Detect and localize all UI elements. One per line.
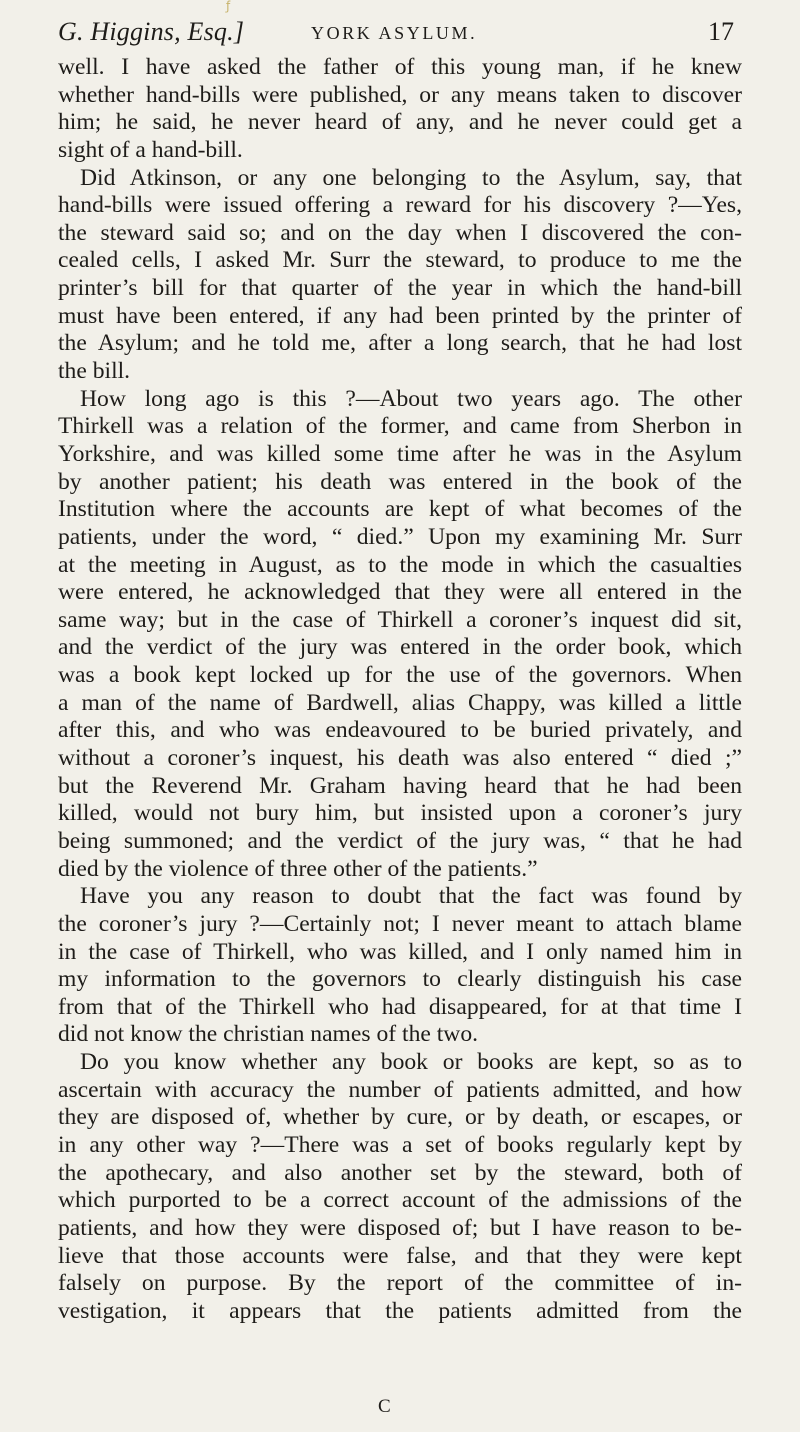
- text-line: died by the violence of three other of the patients.”: [58, 855, 538, 882]
- text-line: Institution where the accounts are kept of what becomes of the: [58, 496, 742, 523]
- text-line: Have you any reason to doubt that the fact was found by: [80, 883, 742, 910]
- text-line: the Asylum; and he told me, after a long search, that he had lost: [58, 330, 742, 357]
- text-line: whether hand-bills were published, or any means taken to discover: [58, 81, 742, 108]
- text-line: and the verdict of the jury was entered in the order book, which: [58, 634, 742, 661]
- text-line: How long ago is this ?—About two years ago. The other: [80, 385, 742, 412]
- running-head-author: G. Higgins, Esq.]: [58, 17, 245, 46]
- text-line: Yorkshire, and was killed some time after he was in the Asylum: [58, 440, 742, 467]
- text-line: being summoned; and the verdict of the jury was, “ that he had: [58, 827, 742, 854]
- text-line: was a book kept locked up for the use of the governors. When: [58, 662, 742, 689]
- text-line: the apothecary, and also another set by the steward, both of: [58, 1159, 742, 1186]
- running-head-title: YORK ASYLUM.: [311, 23, 478, 43]
- text-line: by another patient; his death was entered in the book of the: [58, 468, 742, 495]
- text-line: must have been entered, if any had been printed by the printer of: [58, 302, 742, 329]
- text-line: were entered, he acknowledged that they were all entered in the: [58, 579, 742, 606]
- text-line: at the meeting in August, as to the mode in which the casualties: [58, 551, 742, 578]
- text-line: my information to the governors to clearly distinguish his case: [58, 966, 742, 993]
- text-line: ascertain with accuracy the number of patients admitted, and how: [58, 1076, 742, 1103]
- text-line: but the Reverend Mr. Graham having heard that he had been: [58, 772, 742, 799]
- text-line: falsely on purpose. By the report of the committee of in-: [58, 1270, 742, 1297]
- body-text: [58, 54, 742, 1325]
- text-line: Did Atkinson, or any one belonging to the Asylum, say, that: [80, 164, 742, 191]
- text-line: a man of the name of Bardwell, alias Chappy, was killed a little: [58, 689, 742, 716]
- text-line: him; he said, he never heard of any, and he never could get a: [58, 109, 742, 136]
- text-line: cealed cells, I asked Mr. Surr the steward, to produce to me the: [58, 247, 742, 274]
- text-line: in any other way ?—There was a set of books regularly kept by: [58, 1131, 742, 1158]
- text-line: the bill.: [58, 358, 131, 385]
- text-line: patients, and how they were disposed of; but I have reason to be-: [58, 1214, 742, 1241]
- text-line: the steward said so; and on the day when I discovered the con-: [58, 219, 742, 246]
- text-line: did not know the christian names of the two.: [58, 1021, 479, 1048]
- text-line: well. I have asked the father of this young man, if he knew: [58, 54, 742, 80]
- ink-speck: ƒ: [226, 0, 231, 13]
- text-line: lieve that those accounts were false, and that they were kept: [58, 1242, 742, 1269]
- text-line: the coroner’s jury ?—Certainly not; I never meant to attach blame: [58, 910, 742, 937]
- text-line: without a coroner’s inquest, his death was also entered “ died ;”: [58, 745, 742, 772]
- text-line: Do you know whether any book or books are kept, so as to: [80, 1049, 742, 1076]
- text-line: same way; but in the case of Thirkell a coroner’s inquest did sit,: [58, 606, 742, 633]
- text-line: patients, under the word, “ died.” Upon my examining Mr. Surr: [58, 523, 742, 550]
- text-line: sight of a hand-bill.: [58, 136, 243, 163]
- page-number: 17: [708, 17, 734, 46]
- text-line: which purported to be a correct account of the admissions of the: [58, 1187, 742, 1214]
- text-line: killed, would not bury him, but insisted upon a coroner’s jury: [58, 800, 742, 827]
- text-line: vestigation, it appears that the patients admitted from the: [58, 1297, 742, 1324]
- text-line: printer’s bill for that quarter of the year in which the hand-bill: [58, 275, 742, 302]
- text-line: they are disposed of, whether by cure, or by death, or escapes, or: [58, 1104, 742, 1131]
- signature-mark: C: [378, 1396, 392, 1417]
- text-line: after this, and who was endeavoured to be buried privately, and: [58, 717, 742, 744]
- text-line: in the case of Thirkell, who was killed, and I only named him in: [58, 938, 742, 965]
- running-header: [58, 12, 740, 52]
- text-line: Thirkell was a relation of the former, and came from Sherbon in: [58, 413, 742, 440]
- text-line: hand-bills were issued offering a reward for his discovery ?—Yes,: [58, 192, 742, 219]
- text-line: from that of the Thirkell who had disappeared, for at that time I: [58, 993, 742, 1020]
